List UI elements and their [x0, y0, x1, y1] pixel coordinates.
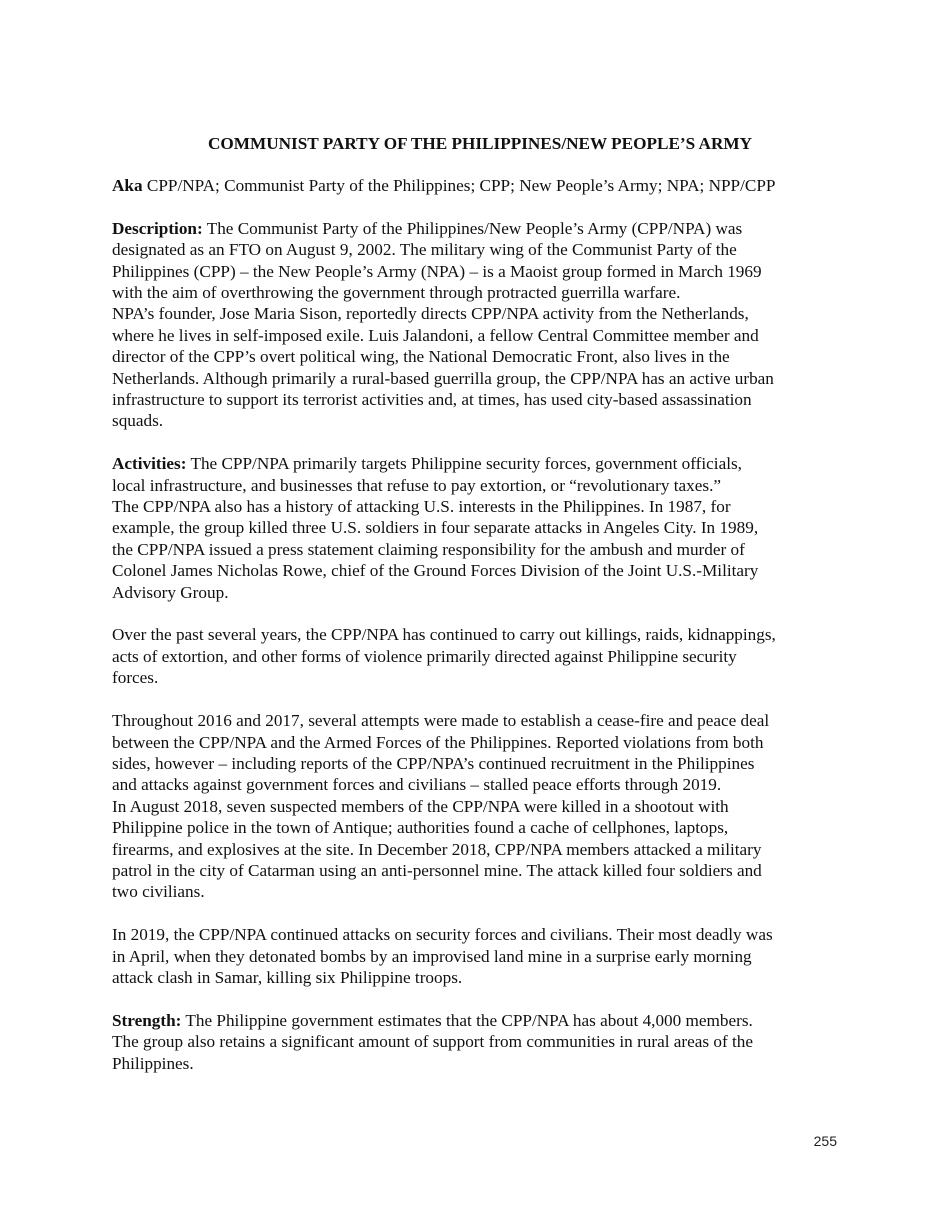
description-line: with the aim of overthrowing the government through protracted guerrilla warfare. [112, 283, 681, 303]
strength-label: Strength: [112, 1010, 182, 1030]
page-number: 255 [813, 1133, 837, 1149]
strength-line: The Philippine government estimates that the CPP/NPA has about 4,000 members. [181, 1010, 753, 1030]
year-2019-paragraph [112, 924, 848, 988]
past-years-line: Over the past several years, the CPP/NPA has continued to carry out killings, raids, kidnappings, [112, 625, 776, 645]
past-years-line: acts of extortion, and other forms of violence primarily directed against Philippine security [112, 646, 737, 666]
description-line: squads. [112, 411, 164, 431]
ceasefire-line: patrol in the city of Catarman using an anti-personnel mine. The attack killed four soldiers and [112, 860, 762, 880]
ceasefire-line: between the CPP/NPA and the Armed Forces of the Philippines. Reported violations from both [112, 732, 764, 752]
description-line: infrastructure to support its terrorist activities and, at times, has used city-based assassination [112, 390, 752, 410]
aka-paragraph [112, 175, 848, 196]
year-2019-line: In 2019, the CPP/NPA continued attacks on security forces and civilians. Their most deadly was [112, 925, 773, 945]
activities-label: Activities: [112, 454, 187, 474]
description-line: The Communist Party of the Philippines/New People’s Army (CPP/NPA) was [202, 218, 743, 238]
ceasefire-line: and attacks against government forces and civilians – stalled peace efforts through 2019. [112, 775, 722, 795]
description-line: NPA’s founder, Jose Maria Sison, reportedly directs CPP/NPA activity from the Netherlands, [112, 304, 749, 324]
description-line: where he lives in self-imposed exile. Luis Jalandoni, a fellow Central Committee member and [112, 325, 759, 345]
ceasefire-line: In August 2018, seven suspected members of the CPP/NPA were killed in a shootout with [112, 796, 729, 816]
ceasefire-line: sides, however – including reports of the CPP/NPA’s continued recruitment in the Philippines [112, 753, 755, 773]
description-paragraph [112, 218, 848, 432]
activities-line: The CPP/NPA also has a history of attacking U.S. interests in the Philippines. In 1987, for [112, 497, 731, 517]
ceasefire-line: two civilians. [112, 882, 205, 902]
activities-paragraph [112, 453, 848, 603]
activities-line: The CPP/NPA primarily targets Philippine security forces, government officials, [186, 454, 742, 474]
description-line: director of the CPP’s overt political wing, the National Democratic Front, also lives in the [112, 347, 730, 367]
year-2019-line: in April, when they detonated bombs by an improvised land mine in a surprise early morning [112, 946, 752, 966]
ceasefire-line: Philippine police in the town of Antique; authorities found a cache of cellphones, laptops, [112, 818, 729, 838]
page-title: COMMUNIST PARTY OF THE PHILIPPINES/NEW PEOPLE’S ARMY [207, 134, 753, 153]
aka-text: CPP/NPA; Communist Party of the Philippines; CPP; New People’s Army; NPA; NPP/CPP [142, 176, 776, 195]
strength-line: The group also retains a significant amount of support from communities in rural areas of the [112, 1032, 754, 1052]
strength-paragraph [112, 1010, 848, 1074]
ceasefire-line: Throughout 2016 and 2017, several attempts were made to establish a cease-fire and peace deal [112, 711, 770, 731]
past-years-paragraph [112, 624, 848, 688]
ceasefire-line: firearms, and explosives at the site. In December 2018, CPP/NPA members attacked a military [112, 839, 762, 859]
past-years-line: forces. [112, 668, 159, 688]
strength-line: Philippines. [112, 1053, 194, 1073]
activities-line: the CPP/NPA issued a press statement claiming responsibility for the ambush and murder of [112, 539, 745, 559]
description-line: designated as an FTO on August 9, 2002. The military wing of the Communist Party of the [112, 240, 737, 260]
activities-line: Colonel James Nicholas Rowe, chief of the Ground Forces Division of the Joint U.S.-Military [112, 561, 759, 581]
document-page [112, 133, 848, 1074]
activities-line: example, the group killed three U.S. soldiers in four separate attacks in Angeles City. In 1989, [112, 518, 759, 538]
activities-line: Advisory Group. [112, 582, 229, 602]
aka-label: Aka [112, 176, 143, 195]
description-label: Description: [112, 218, 203, 238]
year-2019-line: attack clash in Samar, killing six Philippine troops. [112, 967, 463, 987]
activities-line: local infrastructure, and businesses that refuse to pay extortion, or “revolutionary taxes.” [112, 475, 721, 495]
ceasefire-paragraph [112, 710, 848, 903]
description-line: Philippines (CPP) – the New People’s Army (NPA) – is a Maoist group formed in March 1969 [112, 261, 762, 281]
description-line: Netherlands. Although primarily a rural-based guerrilla group, the CPP/NPA has an active urban [112, 368, 774, 388]
